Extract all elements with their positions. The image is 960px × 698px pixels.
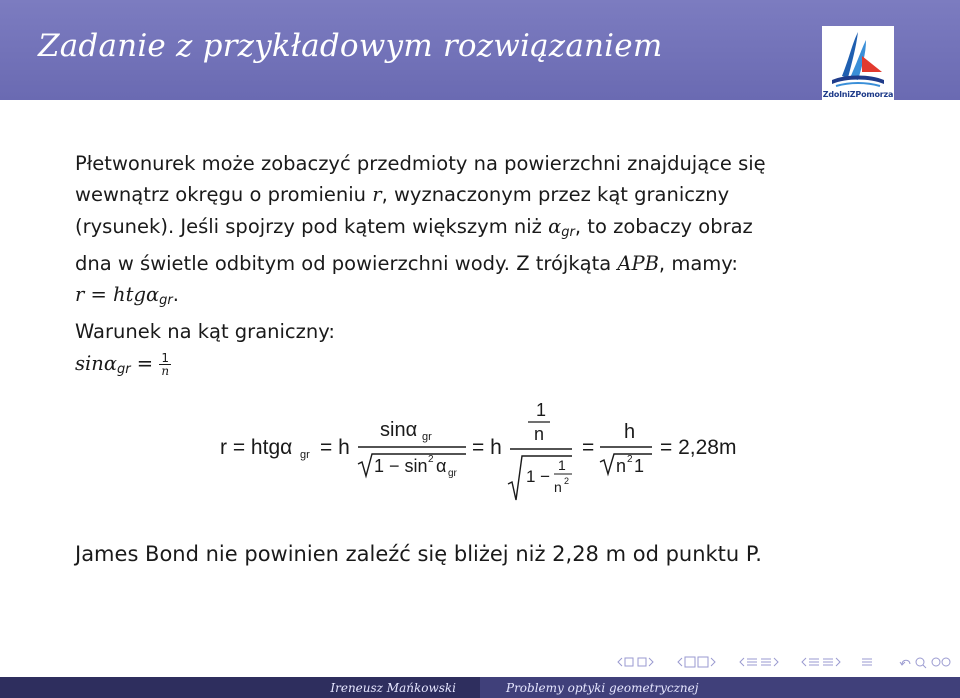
- formula-n2: n: [554, 479, 562, 495]
- formula-image: [220, 398, 780, 510]
- nav-section-right-icon[interactable]: [761, 658, 778, 666]
- formula-n2b: n: [616, 456, 627, 476]
- nav-subsection-right-icon[interactable]: [698, 657, 715, 667]
- formula-sq: 2: [428, 454, 434, 465]
- body-line-1: Płetwonurek może zobaczyć przedmioty na powierzchni znajdujące się: [75, 152, 766, 175]
- answer-text: James Bond nie powinien zaleźć się bliżej niż 2,28 m od punktu P.: [75, 542, 762, 566]
- formula-eq1: = h: [320, 436, 350, 459]
- formula-lhs-sub: gr: [300, 449, 310, 461]
- logo-icon: [822, 26, 894, 90]
- formula-n2b-sup: 2: [627, 454, 633, 465]
- formula-one-mid: 1 −: [526, 467, 551, 486]
- formula-sqrt-a: 1 − sin: [374, 456, 428, 476]
- formula-alpha2: α: [436, 456, 447, 476]
- formula-alpha2-sub: gr: [448, 468, 457, 479]
- formula-n-top: n: [534, 424, 545, 444]
- formula-h: h: [624, 421, 636, 443]
- nav-doc-left-icon[interactable]: [802, 658, 819, 666]
- title-bar: [0, 0, 960, 100]
- fraction-1-over-n: $\frac{1}{n}$: [161, 350, 170, 378]
- formula-minus1: 1: [634, 456, 645, 476]
- nav-zoom-icon[interactable]: [916, 658, 926, 668]
- nav-section-left-icon[interactable]: [740, 658, 757, 666]
- beamer-navigation: [616, 654, 956, 670]
- footer-course: Problemy optyki geometrycznej: [480, 677, 960, 698]
- body-line-3: (rysunek). Jeśli spojrzy pod kątem większym niż $\alpha_{gr}$, to zobaczy obraz: [75, 214, 753, 240]
- body-line-2: wewnątrz okręgu o promieniu r, wyznaczonym przez kąt graniczny: [75, 183, 730, 207]
- footer-bar: [0, 677, 960, 698]
- body-line-4: dna w świetle odbitym od powierzchni wody. Z trójkąta APB, mamy:: [75, 251, 738, 275]
- formula-result: = 2,28m: [660, 436, 737, 459]
- formula-eq3: =: [582, 436, 595, 459]
- slide-title: Zadanie z przykładowym rozwiązaniem: [38, 28, 663, 64]
- formula-one-top: 1: [536, 400, 547, 420]
- formula-one-small: 1: [558, 457, 566, 473]
- zdolni-z-pomorza-logo: [822, 26, 894, 104]
- slide-body: [75, 148, 915, 385]
- formula-lhs: r = htgα: [220, 436, 293, 459]
- footer-author: Ireneusz Mańkowski: [0, 677, 480, 698]
- nav-doc-right-icon[interactable]: [823, 658, 840, 666]
- body-line-5: r = htgα$_{gr}$.: [75, 283, 179, 309]
- nav-zoom2-icon[interactable]: [932, 658, 950, 666]
- formula-sin-sub: gr: [422, 431, 432, 443]
- body-line-7: sinα$_{gr}$ = $\frac{1}{n}$: [75, 350, 170, 378]
- nav-frame-right-icon[interactable]: [638, 658, 653, 666]
- body-line-6: Warunek na kąt graniczny:: [75, 320, 335, 344]
- nav-subsection-left-icon[interactable]: [678, 657, 695, 667]
- formula-n2-sup: 2: [564, 476, 570, 486]
- nav-align-icon[interactable]: [862, 659, 872, 665]
- formula-sin-num: sinα: [380, 419, 418, 441]
- nav-undo-icon[interactable]: [900, 660, 910, 665]
- nav-frame-left-icon[interactable]: [618, 658, 633, 666]
- logo-text: ZdolniZPomorza: [822, 90, 894, 99]
- formula-eq2: = h: [472, 436, 502, 459]
